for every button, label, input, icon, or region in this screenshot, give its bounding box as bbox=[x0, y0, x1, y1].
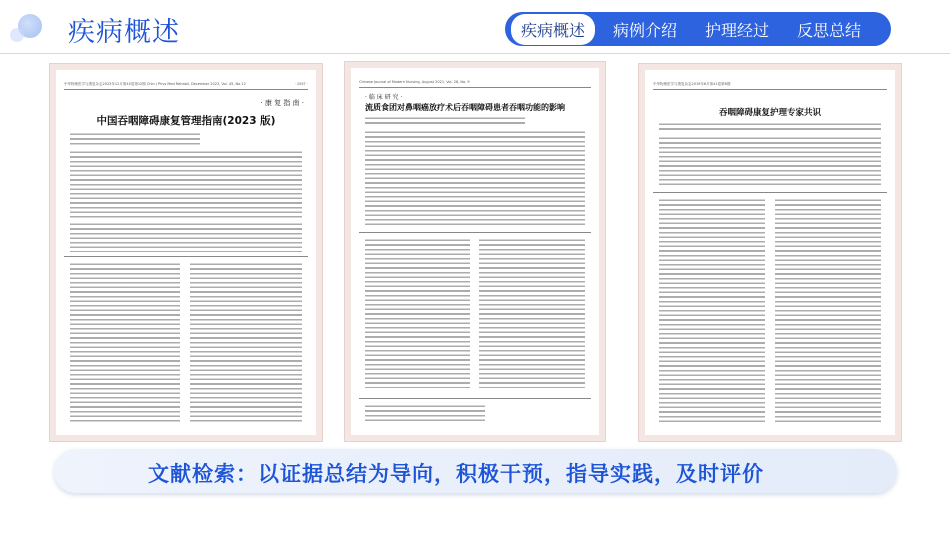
abstract-text bbox=[659, 136, 881, 186]
journal-header: 中华物理医学与康复杂志2023年12月第45卷第12期 Chin J Phys Med Rehabil, December 2023, Vol. 45, No.12 · 1057 · bbox=[64, 82, 308, 86]
author-lines bbox=[70, 132, 200, 146]
document-thumbnail-expert-consensus[interactable] bbox=[645, 70, 895, 435]
section-tag: · 临 床 研 究 · bbox=[365, 94, 403, 101]
tab-case-introduction[interactable]: 病例介绍 bbox=[613, 20, 678, 40]
section-tag: · 康 复 指 南 · bbox=[260, 99, 304, 107]
keywords-text bbox=[70, 222, 302, 252]
body-column-left bbox=[365, 238, 470, 388]
title-divider bbox=[0, 53, 950, 54]
body-rule bbox=[64, 256, 308, 257]
tab-nursing-process[interactable]: 护理经过 bbox=[705, 20, 770, 40]
page-title: 疾病概述 bbox=[68, 17, 180, 48]
logo-decoration-small bbox=[10, 28, 24, 42]
header-rule bbox=[359, 87, 591, 88]
body-rule bbox=[653, 192, 887, 193]
body-column-left bbox=[659, 198, 765, 423]
document-thumbnail-clinical-study[interactable] bbox=[351, 68, 599, 435]
header-rule bbox=[653, 89, 887, 90]
tab-disease-overview[interactable]: 疾病概述 bbox=[511, 14, 595, 45]
body-rule bbox=[359, 232, 591, 233]
journal-header: 中华物理医学与康复杂志2019年6月第41卷第6期 bbox=[653, 82, 731, 86]
nav-tabs bbox=[505, 12, 891, 46]
footer-rule bbox=[359, 398, 591, 399]
document-title: 中国吞咽障碍康复管理指南(2023 版) bbox=[96, 115, 276, 127]
document-title: 吞咽障碍康复护理专家共识 bbox=[718, 108, 821, 118]
journal-header: Chinese Journal of Modern Nursing, August 2021, Vol. 28, No. 9 bbox=[359, 80, 470, 84]
document-title: 流质食团对鼻咽癌放疗术后吞咽障碍患者吞咽功能的影响 bbox=[365, 103, 565, 112]
abstract-text bbox=[365, 130, 585, 226]
abstract-text bbox=[70, 150, 302, 218]
summary-banner-text: 文献检索：以证据总结为导向，积极干预，指导实践，及时评价 bbox=[148, 462, 764, 486]
author-lines bbox=[659, 122, 881, 132]
tab-reflection-summary[interactable]: 反思总结 bbox=[797, 20, 862, 40]
body-column-right bbox=[479, 238, 585, 388]
header-rule bbox=[64, 89, 308, 90]
body-column-right bbox=[775, 198, 881, 423]
author-lines bbox=[365, 116, 525, 124]
body-column-right bbox=[190, 262, 302, 422]
footnote-text bbox=[365, 404, 485, 424]
document-thumbnail-guideline[interactable] bbox=[56, 70, 316, 435]
body-column-left bbox=[70, 262, 180, 422]
